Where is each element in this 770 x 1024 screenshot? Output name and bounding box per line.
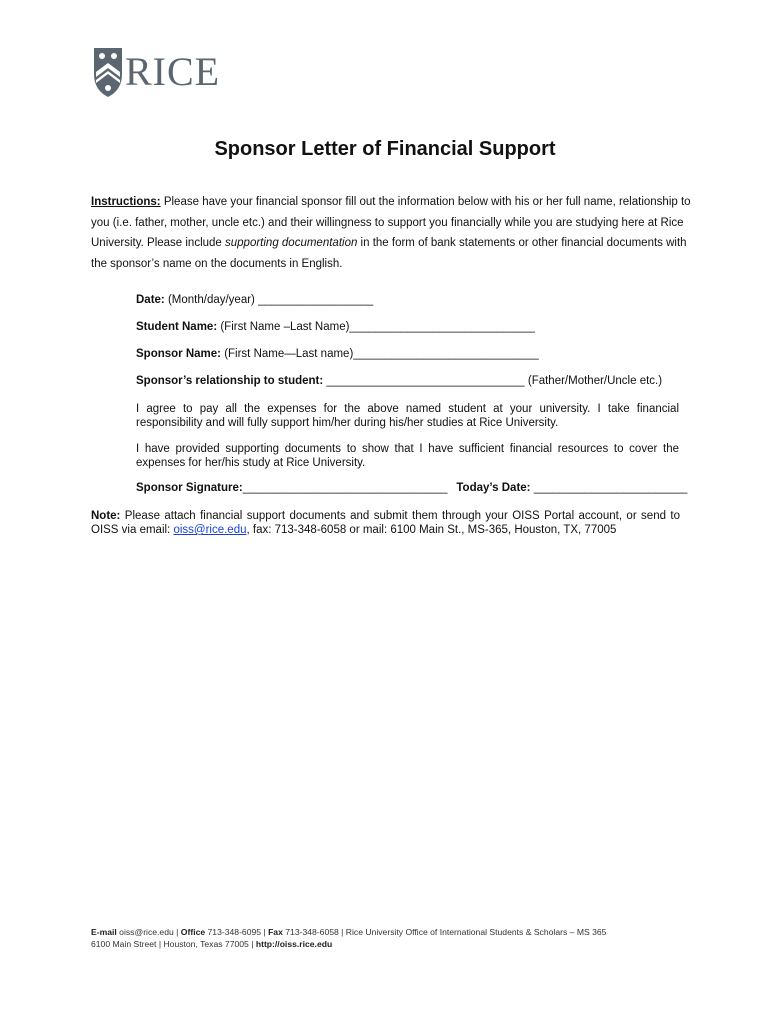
footer-email: oiss@rice.edu | (116, 927, 181, 937)
sponsor-name-label: Sponsor Name: (136, 348, 221, 360)
date-line[interactable]: (Month/day/year) __________________ (164, 294, 374, 306)
instructions-label: Instructions: (91, 196, 161, 208)
signature-label: Sponsor Signature: (136, 482, 243, 494)
student-name-line[interactable]: (First Name –Last Name)_____________________________ (217, 321, 535, 333)
footer-line-1 (91, 926, 606, 938)
footer-fax-label: Fax (268, 927, 283, 937)
note-label: Note: (91, 510, 121, 522)
note-paragraph (91, 509, 680, 537)
date-field (136, 294, 373, 306)
signature-line[interactable]: ________________________________ (242, 482, 448, 494)
oiss-email-link[interactable]: oiss@rice.edu (173, 524, 247, 536)
todays-date-label: Today’s Date: (456, 482, 531, 494)
footer-office: 713-348-6095 | (205, 927, 269, 937)
footer (91, 926, 606, 950)
document-title: Sponsor Letter of Financial Support (214, 138, 556, 160)
rice-logo (93, 46, 220, 98)
instructions-paragraph (91, 192, 691, 274)
instructions-emphasis: supporting documentation (225, 237, 358, 249)
agreement-paragraph: I agree to pay all the expenses for the above named student at your university. I take financial responsibility and will fully support him/her during his/her studies at Rice University. (136, 403, 679, 429)
footer-line-2 (91, 938, 606, 950)
student-name-field (136, 321, 535, 333)
note-text-1: Please attach financial support documents and submit them through your OISS Portal account, or send to OISS via email: (91, 510, 680, 536)
relationship-label: Sponsor’s relationship to student: (136, 375, 324, 387)
student-name-label: Student Name: (136, 321, 218, 333)
rice-shield-icon (93, 46, 123, 98)
todays-date-line[interactable]: ________________________ (530, 482, 688, 494)
relationship-field (136, 375, 662, 387)
footer-office-label: Office (180, 927, 206, 937)
note-text-2: , fax: 713-348-6058 or mail: 6100 Main St., MS-365, Houston, TX, 77005 (246, 524, 617, 536)
rice-wordmark: RICE (125, 49, 221, 94)
footer-address: 6100 Main Street | Houston, Texas 77005 | (91, 939, 256, 949)
date-label: Date: (136, 294, 165, 306)
footer-url[interactable]: http://oiss.rice.edu (255, 939, 333, 949)
relationship-line[interactable]: _______________________________ (Father/Mother/Uncle etc.) (323, 375, 663, 387)
documents-paragraph: I have provided supporting documents to show that I have sufficient financial resources to cover the expenses for her/his study at Rice University. (136, 443, 679, 469)
signature-row (136, 482, 687, 494)
footer-email-label: E-mail (91, 927, 117, 937)
footer-fax: 713-348-6058 | Rice University Office of International Students & Scholars – MS 365 (282, 927, 607, 937)
sponsor-name-line[interactable]: (First Name—Last name)_____________________________ (221, 348, 539, 360)
instructions-text-1: Please have your financial sponsor fill out the information below with his or her full name, relationship to you (i.e. father, mother, uncle etc.) and their willingness to support you financially while you are studying here at Rice University. Please include (91, 196, 691, 249)
instructions-text-2: in the form of bank statements or other financial documents with the sponsor’s name on the documents in English. (91, 237, 687, 270)
sponsor-name-field (136, 348, 539, 360)
